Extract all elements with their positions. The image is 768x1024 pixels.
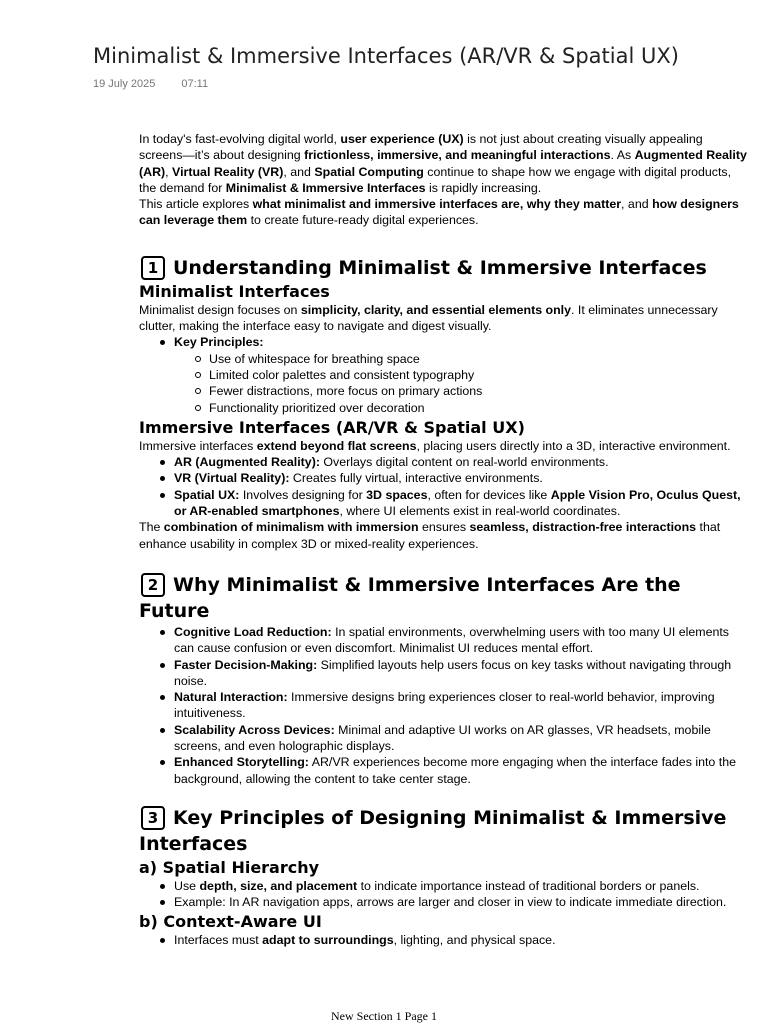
immersive-list	[139, 454, 747, 519]
principles-list	[174, 351, 747, 416]
page-date: 19 July 2025	[93, 78, 156, 90]
section-2-heading: 2 Why Minimalist & Immersive Interfaces Are the Future	[139, 573, 681, 622]
list-item: Interfaces must adapt to surroundings, lighting, and physical space.	[174, 932, 747, 948]
context-aware-heading: b) Context-Aware UI	[139, 911, 322, 931]
list-item: Key Principles: Use of whitespace for breathing space Limited color palettes and consistent typography Fewer distractions, more focus on primary actions Functionality prioritized over decoration	[174, 334, 747, 415]
future-list	[139, 624, 747, 787]
note-content[interactable]	[139, 131, 747, 948]
number-3-icon: 3	[141, 806, 165, 830]
list-item: Spatial UX: Involves designing for 3D spaces, often for devices like Apple Vision Pro, Oculus Quest, or AR-enabled smartphones, where UI elements exist in real-world coordinates.	[174, 487, 747, 520]
number-2-icon: 2	[141, 573, 165, 597]
page-footer: New Section 1 Page 1	[331, 1009, 437, 1023]
list-item: Use of whitespace for breathing space	[209, 351, 747, 367]
list-item: Limited color palettes and consistent typography	[209, 367, 747, 383]
list-item: Cognitive Load Reduction: In spatial environments, overwhelming users with too many UI elements can cause confusion or even discomfort. Minimalist UI reduces mental effort.	[174, 624, 747, 657]
section-3-heading: 3 Key Principles of Designing Minimalist & Immersive Interfaces	[139, 806, 727, 855]
immersive-paragraph: Immersive interfaces extend beyond flat screens, placing users directly into a 3D, interactive environment.	[139, 438, 731, 453]
section-1-heading: 1 Understanding Minimalist & Immersive Interfaces	[139, 255, 747, 281]
number-1-icon: 1	[141, 256, 165, 280]
list-item: Example: In AR navigation apps, arrows are larger and closer in view to indicate immediate direction.	[174, 894, 747, 910]
list-item: Natural Interaction: Immersive designs bring experiences closer to real-world behavior, improving intuitiveness.	[174, 689, 747, 722]
list-item: Functionality prioritized over decoration	[209, 400, 747, 416]
minimalist-list	[139, 334, 747, 415]
list-item: Scalability Across Devices: Minimal and adaptive UI works on AR glasses, VR headsets, mobile screens, and even holographic displays.	[174, 722, 747, 755]
intro-paragraph-2: This article explores what minimalist and immersive interfaces are, why they matter, and how designers can leverage them to create future-ready digital experiences.	[139, 197, 739, 228]
page-time: 07:11	[181, 78, 209, 90]
list-item: VR (Virtual Reality): Creates fully virtual, interactive environments.	[174, 470, 747, 486]
context-aware-list	[139, 932, 747, 948]
combination-paragraph: The combination of minimalism with immersion ensures seamless, distraction-free interactions that enhance usability in complex 3D or mixed-reality experiences.	[139, 520, 721, 551]
list-item: Fewer distractions, more focus on primary actions	[209, 383, 747, 399]
spatial-hierarchy-list	[139, 878, 747, 911]
list-item: AR (Augmented Reality): Overlays digital content on real-world environments.	[174, 454, 747, 470]
list-item: Enhanced Storytelling: AR/VR experiences become more engaging when the interface fades into the background, allowing the content to take center stage.	[174, 754, 747, 787]
page-title: Minimalist & Immersive Interfaces (AR/VR & Spatial UX)	[93, 44, 679, 68]
page-meta	[93, 78, 208, 90]
minimalist-paragraph: Minimalist design focuses on simplicity, clarity, and essential elements only. It eliminates unnecessary clutter, making the interface easy to navigate and digest visually.	[139, 302, 718, 334]
immersive-heading: Immersive Interfaces (AR/VR & Spatial UX)	[139, 417, 525, 437]
list-item: Faster Decision-Making: Simplified layouts help users focus on key tasks without navigating through noise.	[174, 657, 747, 690]
list-item: Use depth, size, and placement to indicate importance instead of traditional borders or panels.	[174, 878, 747, 894]
minimalist-heading: Minimalist Interfaces	[139, 281, 330, 301]
intro-paragraph-1: In today's fast-evolving digital world, user experience (UX) is not just about creating visually appealing screens—it’s about designing frictionless, immersive, and meaningful interactions. As Augmented Reality (AR), Virtual Reality (VR), and Spatial Computing continue to shape how we engage with digital products, the demand for Minimalist & Immersive Interfaces is rapidly increasing.	[139, 132, 747, 195]
spatial-hierarchy-heading: a) Spatial Hierarchy	[139, 857, 320, 877]
